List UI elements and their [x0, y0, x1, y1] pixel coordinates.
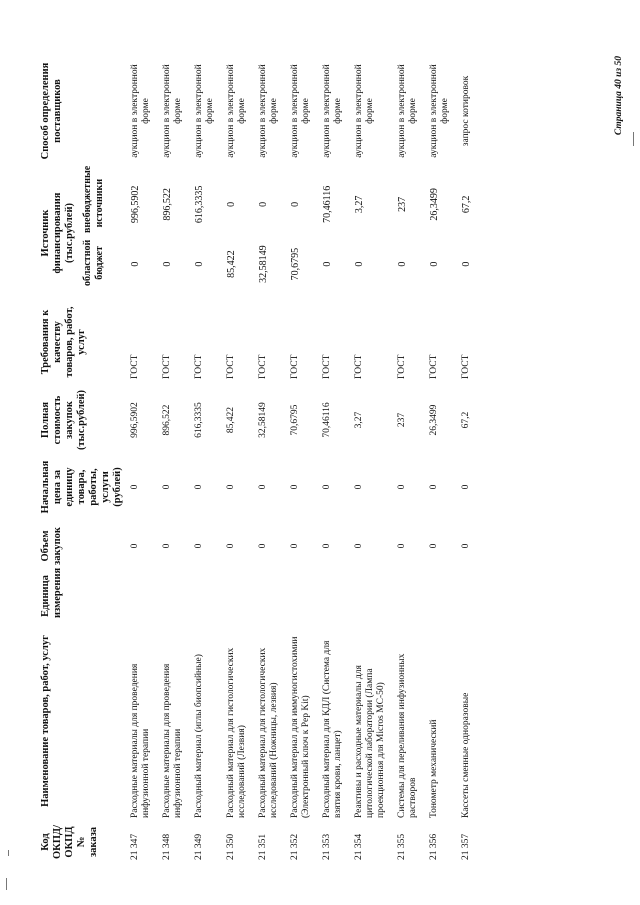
- cell-code: 21 348: [162, 833, 172, 860]
- cell-total: 3,27: [354, 411, 364, 429]
- cell-regional: 0: [322, 261, 333, 267]
- cell-regional: 0: [194, 261, 205, 267]
- cell-volume: 0: [429, 543, 439, 549]
- cell-method: аукцион в электронной форме: [130, 64, 151, 158]
- cell-price: 0: [130, 484, 140, 490]
- cell-extra: 896,522: [162, 188, 173, 221]
- cell-method: аукцион в электронной форме: [397, 64, 418, 158]
- cell-total: 996,5902: [130, 402, 140, 438]
- header-code: Код ОКПД/ ОКПД № заказа: [40, 824, 99, 860]
- table-row: [158, 53, 190, 863]
- cell-extra: 0: [226, 201, 237, 207]
- table-row: [286, 53, 318, 863]
- cell-code: 21 351: [258, 833, 268, 860]
- header-total: Полная стоимость закупок (тыс.рублей): [40, 389, 87, 450]
- cell-funding: [158, 169, 190, 297]
- header-funding-title: Источник финансирования (тыс.рублей): [40, 192, 75, 274]
- cell-regional: 0: [461, 261, 472, 267]
- cell-volume: 0: [258, 543, 268, 549]
- cell-volume: 0: [322, 543, 332, 549]
- cell-name: Системы для переливания инфузионных растворов: [397, 653, 418, 818]
- cell-extra: 3,27: [354, 195, 365, 214]
- cell-extra: 26,3499: [429, 188, 440, 221]
- header-price: Начальная цена за единицу товара, работы, услуги (рублей): [40, 460, 123, 514]
- cell-funding: [222, 169, 254, 297]
- cell-method: аукцион в электронной форме: [354, 64, 375, 158]
- cell-regional: 0: [429, 261, 440, 267]
- cell-method: аукцион в электронной форме: [194, 64, 215, 158]
- header-volume: Объем закупок: [40, 527, 63, 565]
- cell-unit: [158, 571, 190, 621]
- header-funding-regional: областной бюджет: [82, 239, 105, 287]
- table-row: [350, 53, 393, 863]
- cell-requirements: ГОСТ: [429, 354, 439, 379]
- cell-name: Расходные материалы для проведения инфузионной терапии: [162, 663, 183, 818]
- cell-requirements: ГОСТ: [290, 354, 300, 379]
- cell-unit: [126, 571, 158, 621]
- cell-method: аукцион в электронной форме: [322, 64, 343, 158]
- cell-unit: [393, 571, 425, 621]
- cell-extra: 0: [258, 201, 269, 207]
- cell-code: 21 355: [397, 833, 407, 860]
- cell-method: аукцион в электронной форме: [226, 64, 247, 158]
- cell-total: 616,3335: [194, 402, 204, 438]
- cell-funding: [126, 169, 158, 297]
- cell-unit: [457, 571, 479, 621]
- cell-price: 0: [429, 484, 439, 490]
- cell-code: 21 354: [354, 833, 364, 860]
- cell-requirements: ГОСТ: [130, 354, 140, 379]
- page-number: Страница 40 из 50: [614, 56, 624, 136]
- cell-unit: [286, 571, 318, 621]
- cell-code: 21 350: [226, 833, 236, 860]
- cell-volume: 0: [226, 543, 236, 549]
- cell-unit: [190, 571, 222, 621]
- cell-regional: 32,58149: [258, 245, 269, 283]
- cell-requirements: ГОСТ: [226, 354, 236, 379]
- table-row: [457, 53, 479, 863]
- cell-funding: [190, 169, 222, 297]
- cell-funding: [254, 169, 286, 297]
- cell-name: Тонометр механический: [429, 719, 439, 818]
- cell-total: 85,422: [226, 406, 236, 434]
- cell-regional: 0: [162, 261, 173, 267]
- cell-total: 70,46116: [322, 402, 332, 438]
- header-funding-extra: внебюджетные источники: [82, 165, 105, 233]
- cell-extra: 70,46116: [322, 185, 333, 223]
- cell-method: аукцион в электронной форме: [290, 64, 311, 158]
- cell-unit: [254, 571, 286, 621]
- table-row: [393, 53, 425, 863]
- cell-method: запрос котировок: [461, 75, 471, 147]
- cell-name: Расходный материал для гистологических исследований (Лезвия): [226, 647, 247, 818]
- cell-requirements: ГОСТ: [322, 354, 332, 379]
- cell-unit: [425, 571, 457, 621]
- cell-method: аукцион в электронной форме: [258, 64, 279, 158]
- cell-funding: [393, 169, 425, 297]
- cell-volume: 0: [194, 543, 204, 549]
- cell-volume: 0: [162, 543, 172, 549]
- table-row: [318, 53, 350, 863]
- cell-extra: 67,2: [461, 195, 472, 214]
- cell-requirements: ГОСТ: [162, 354, 172, 379]
- cell-requirements: ГОСТ: [354, 354, 364, 379]
- table-row: [126, 53, 158, 863]
- table-header-row: [38, 53, 126, 863]
- cell-code: 21 347: [130, 833, 140, 860]
- cell-price: 0: [354, 484, 364, 490]
- cell-total: 32,58149: [258, 402, 268, 438]
- cell-volume: 0: [397, 543, 407, 549]
- cell-total: 67,2: [461, 411, 471, 429]
- cell-regional: 0: [354, 261, 365, 267]
- cell-unit: [222, 571, 254, 621]
- cell-price: 0: [258, 484, 268, 490]
- cell-extra: 996,5902: [130, 185, 141, 224]
- cell-volume: 0: [354, 543, 364, 549]
- cell-regional: 0: [397, 261, 408, 267]
- cell-code: 21 349: [194, 833, 204, 860]
- cell-name: Реактивы и расходные материалы для цитологической лаборатории (Лампа проекционная для Micros MC-50): [354, 665, 386, 818]
- cell-code: 21 353: [322, 833, 332, 860]
- cell-regional: 85,422: [226, 250, 237, 278]
- cell-requirements: ГОСТ: [461, 354, 471, 379]
- cell-name: Расходный материал для КДЛ (Система для взятия крови, ланцет): [322, 640, 343, 818]
- table-row: [425, 53, 457, 863]
- cell-funding: [425, 169, 457, 297]
- cell-name: Кассеты сменные одноразовые: [461, 692, 471, 818]
- table-row: [190, 53, 222, 863]
- cell-extra: 616,3335: [194, 185, 205, 224]
- cell-code: 21 356: [429, 833, 439, 860]
- cell-price: 0: [322, 484, 332, 490]
- cell-funding: [457, 169, 479, 297]
- cell-name: Расходный материал для гистологических исследований (Ножницы, лезвия): [258, 647, 279, 818]
- cell-price: 0: [290, 484, 300, 490]
- cell-name: Расходный материал для иммуногистохимии (Электронный ключ к Pеp Kit): [290, 636, 311, 818]
- cell-price: 0: [162, 484, 172, 490]
- cell-volume: 0: [461, 543, 471, 549]
- cell-code: 21 357: [461, 833, 471, 860]
- cell-extra: 237: [397, 196, 408, 212]
- cell-price: 0: [461, 484, 471, 490]
- cell-extra: 0: [290, 201, 301, 207]
- cell-total: 896,522: [162, 404, 172, 436]
- header-name: Наименование товаров, работ, услуг: [40, 635, 51, 807]
- header-method: Способ определения поставщиков: [40, 62, 63, 160]
- table-row: [222, 53, 254, 863]
- cell-requirements: ГОСТ: [258, 354, 268, 379]
- header-funding: [38, 165, 126, 297]
- cell-price: 0: [226, 484, 236, 490]
- cell-code: 21 352: [290, 833, 300, 860]
- cell-price: 0: [194, 484, 204, 490]
- cell-total: 26,3499: [429, 404, 439, 436]
- cell-name: Расходные материалы для проведения инфузионной терапии: [130, 663, 151, 818]
- cell-funding: [350, 169, 393, 297]
- procurement-table: [38, 53, 479, 863]
- cell-funding: [286, 169, 318, 297]
- cell-volume: 0: [130, 543, 140, 549]
- cell-total: 70,6795: [290, 404, 300, 436]
- cell-total: 237: [397, 412, 407, 428]
- cell-unit: [350, 571, 393, 621]
- cell-unit: [318, 571, 350, 621]
- header-unit: Единица измерения: [40, 567, 63, 618]
- table-row: [254, 53, 286, 863]
- cell-funding: [318, 169, 350, 297]
- cell-name: Расходный материал (иглы биопсийные): [194, 654, 204, 818]
- cell-volume: 0: [290, 543, 300, 549]
- cell-method: аукцион в электронной форме: [162, 64, 183, 158]
- cell-regional: 0: [130, 261, 141, 267]
- header-requirements: Требования к качеству товаров, работ, услуг: [40, 306, 87, 378]
- cell-regional: 70,6795: [290, 247, 301, 281]
- cell-requirements: ГОСТ: [397, 354, 407, 379]
- cell-requirements: ГОСТ: [194, 354, 204, 379]
- cell-method: аукцион в электронной форме: [429, 64, 450, 158]
- cell-price: 0: [397, 484, 407, 490]
